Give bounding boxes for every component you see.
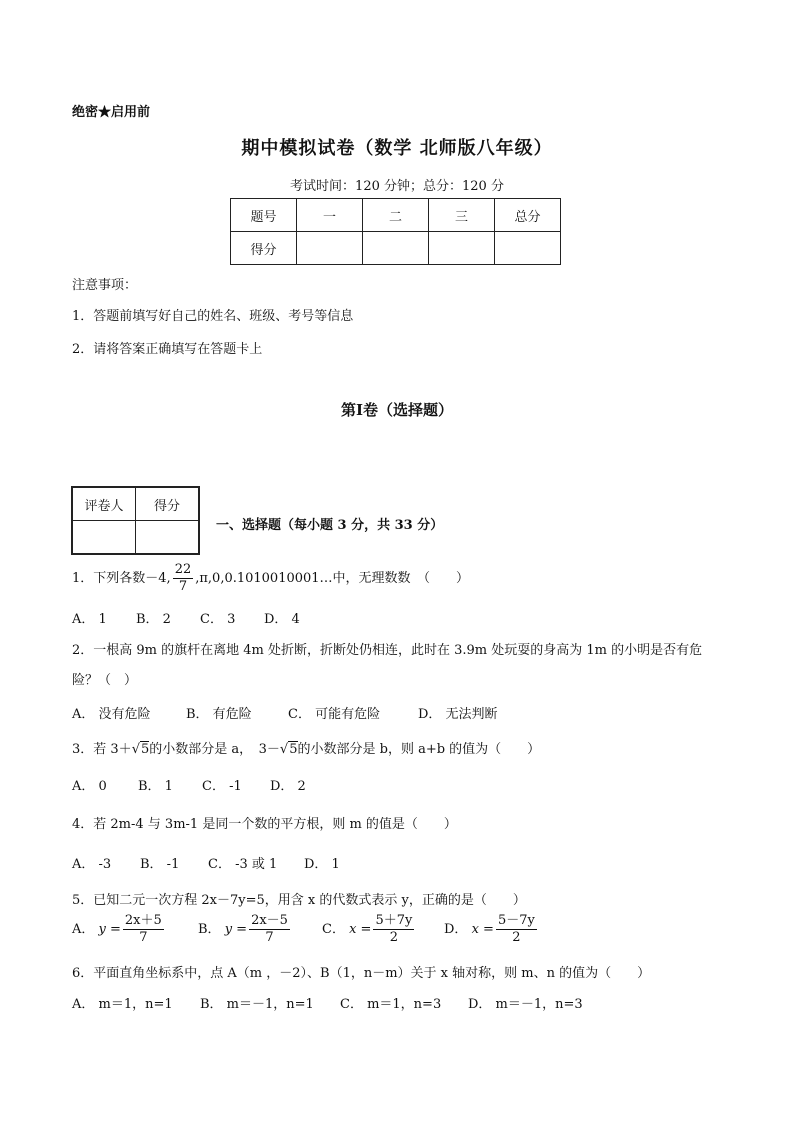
score-cell: 一 <box>297 199 363 232</box>
fraction <box>496 913 537 946</box>
q3-text-c: 的小数部分是 b，则 a+b 的值为（ ） <box>297 742 541 757</box>
fraction-numerator: 2x＋5 <box>124 913 162 928</box>
fraction <box>173 562 194 595</box>
option-b <box>198 913 322 946</box>
equation-lhs: x = <box>349 922 372 937</box>
question-5: 5．已知二元一次方程 2x－7y=5，用含 x 的代数式表示 y，正确的是（ ） <box>72 893 526 908</box>
score-cell: 总分 <box>495 199 561 232</box>
fraction <box>373 913 414 946</box>
option-a: A． 1 <box>72 612 107 627</box>
part-heading: 一、选择题（每小题 3 分，共 33 分） <box>216 518 444 533</box>
score-cell: 三 <box>429 199 495 232</box>
score-label: 得分 <box>136 487 200 521</box>
question-2-line1: 2．一根高 9m 的旗杆在离地 4m 处折断，折断处仍相连，此时在 3.9m 处玩耍的身高为 1m 的小明是否有危 <box>72 643 703 658</box>
option-a: A． 0 <box>72 779 107 794</box>
sqrt-sign: √ <box>131 742 140 757</box>
option-d: D． 1 <box>304 857 340 872</box>
q4-options <box>72 853 340 872</box>
score-cell <box>495 232 561 265</box>
option-d: D． 2 <box>270 779 306 794</box>
q3-text-a: 3．若 3＋ <box>72 742 132 757</box>
question-3 <box>72 738 540 757</box>
fraction-numerator: 2x－5 <box>251 913 288 928</box>
option-d: D． 4 <box>264 612 300 627</box>
grader-label: 评卷人 <box>72 487 136 521</box>
option-c: C． m＝1，n=3 <box>340 997 442 1012</box>
score-table-score-row <box>231 232 561 265</box>
q1-options <box>72 608 300 627</box>
fraction <box>249 913 290 946</box>
option-label: C． <box>322 922 345 937</box>
option-c: C． 3 <box>200 612 236 627</box>
option-label: D． <box>444 922 468 937</box>
option-c: C． 可能有危险 <box>288 707 381 722</box>
score-table <box>230 198 561 265</box>
fraction-denominator: 2 <box>512 930 521 945</box>
q1-text-post: ,π,0,0.1010010001…中，无理数数 （ ） <box>195 571 470 586</box>
score-cell: 得分 <box>231 232 297 265</box>
q2-options <box>72 703 498 722</box>
equation-lhs: y = <box>98 922 121 937</box>
option-b: B． 有危险 <box>186 707 252 722</box>
equation-lhs: y = <box>224 922 248 937</box>
question-2-line2: 险？（ ） <box>72 673 138 688</box>
question-6: 6．平面直角坐标系中，点 A（m ，－2）、B（1，n－m）关于 x 轴对称，则 m、n 的值为（ ） <box>72 966 651 981</box>
grader-table <box>71 486 200 555</box>
option-label: B． <box>198 922 221 937</box>
option-c: C． -3 或 1 <box>208 857 278 872</box>
q5-options <box>72 913 539 946</box>
note-item: 1．答题前填写好自己的姓名、班级、考号等信息 <box>72 309 354 324</box>
option-d: D． 无法判断 <box>418 707 498 722</box>
option-b: B． -1 <box>140 857 180 872</box>
score-cell <box>429 232 495 265</box>
fraction-numerator: 5＋7y <box>375 913 413 928</box>
fraction-numerator: 5－7y <box>497 913 535 928</box>
score-cell: 二 <box>363 199 429 232</box>
q3-options <box>72 775 306 794</box>
confidential-mark: 绝密★启用前 <box>72 105 151 120</box>
option-b: B． m＝－1，n=1 <box>200 997 314 1012</box>
q6-options <box>72 993 583 1012</box>
radicand: 5 <box>140 742 150 757</box>
note-item: 2．请将答案正确填写在答题卡上 <box>72 342 263 357</box>
score-table-header-row <box>231 199 561 232</box>
q1-text-pre: 1．下列各数－4, <box>72 571 171 586</box>
fraction-denominator: 2 <box>389 930 399 945</box>
exam-info: 考试时间：120 分钟；总分：120 分 <box>290 179 504 194</box>
grader-cell <box>72 521 136 555</box>
option-a: A． m＝1，n=1 <box>72 997 173 1012</box>
option-d: D． m＝－1，n=3 <box>468 997 583 1012</box>
option-c <box>322 913 444 946</box>
fraction <box>123 913 164 946</box>
score-cell <box>297 232 363 265</box>
score-cell <box>136 521 200 555</box>
option-c: C． -1 <box>202 779 242 794</box>
fraction-numerator: 22 <box>174 562 192 577</box>
fraction-denominator: 7 <box>139 930 148 945</box>
option-d <box>444 913 539 946</box>
sqrt-sign: √ <box>279 742 289 757</box>
section-title: 第I卷（选择题） <box>340 401 454 419</box>
equation-lhs: x = <box>471 922 494 937</box>
question-1 <box>72 562 469 595</box>
option-a: A． 没有危险 <box>72 707 151 722</box>
radicand: 5 <box>289 742 298 757</box>
option-label: A． <box>72 922 95 937</box>
score-cell: 题号 <box>231 199 297 232</box>
option-b: B． 1 <box>138 779 173 794</box>
option-b: B． 2 <box>136 612 171 627</box>
question-4: 4．若 2m-4 与 3m-1 是同一个数的平方根，则 m 的值是（ ） <box>72 817 457 832</box>
option-a: A． -3 <box>72 857 112 872</box>
fraction-denominator: 7 <box>265 930 274 945</box>
fraction-denominator: 7 <box>178 579 188 594</box>
notes-title: 注意事项： <box>72 278 138 293</box>
option-a <box>72 913 198 946</box>
score-cell <box>363 232 429 265</box>
exam-title: 期中模拟试卷（数学 北师版八年级） <box>241 138 553 159</box>
q3-text-b: 的小数部分是 a， 3－ <box>149 742 280 757</box>
